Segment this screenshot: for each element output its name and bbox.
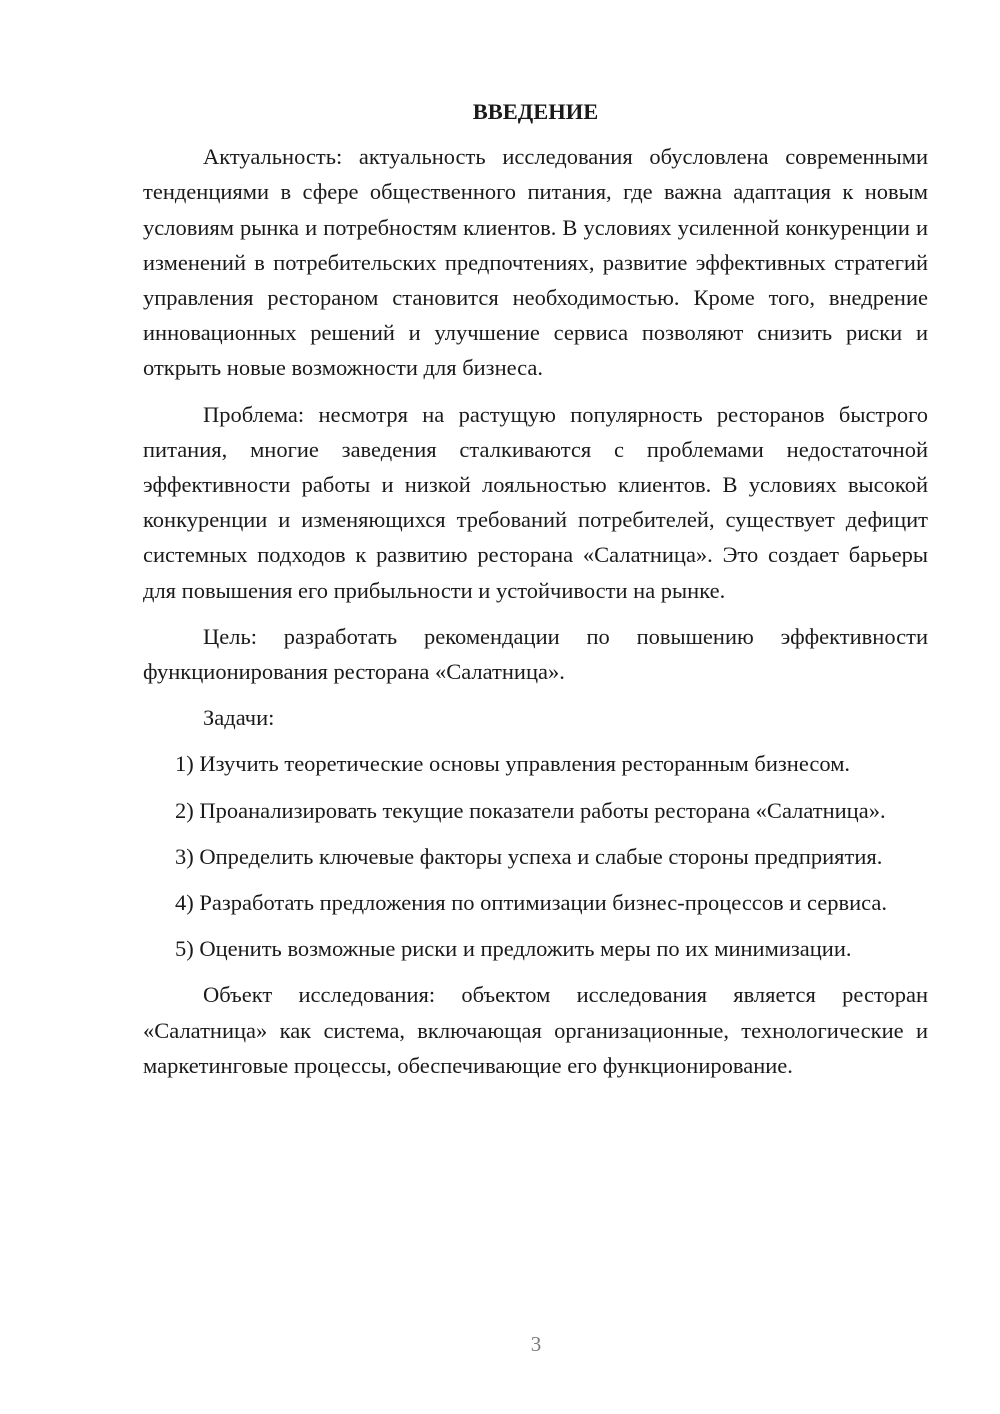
paragraph-problem: Проблема: несмотря на растущую популярность ресторанов быстрого питания, многие заведения сталкиваются с проблемами недостаточной эффективности работы и низкой лояльностью клиентов. В условиях высокой конкуренции и изменяющихся требований потребителей, существует дефицит системных подходов к развитию ресторана «Салатница». Это создает барьеры для повышения его прибыльности и устойчивости на рынке. xyxy=(143,401,928,603)
paragraph-object: Объект исследования: объектом исследования является ресторан «Салатница» как система, включающая организационные, технологические и маркетинговые процессы, обеспечивающие его функционирование. xyxy=(143,982,928,1078)
document-page xyxy=(143,94,928,1094)
task-item-5: 5) Оценить возможные риски и предложить меры по их минимизации. xyxy=(175,936,852,962)
task-item-2: 2) Проанализировать текущие показатели работы ресторана «Салатница». xyxy=(175,797,886,823)
tasks-heading: Задачи: xyxy=(203,705,275,731)
task-item-1: 1) Изучить теоретические основы управления ресторанным бизнесом. xyxy=(175,751,851,777)
section-title: ВВЕДЕНИЕ xyxy=(472,99,599,124)
paragraph-goal: Цель: разработать рекомендации по повышению эффективности функционирования ресторана «Салатница». xyxy=(143,623,928,685)
task-item-4: 4) Разработать предложения по оптимизации бизнес-процессов и сервиса. xyxy=(175,890,887,916)
task-item-3: 3) Определить ключевые факторы успеха и слабые стороны предприятия. xyxy=(175,843,883,869)
page-number: 3 xyxy=(530,1332,542,1356)
paragraph-relevance: Актуальность: актуальность исследования обусловлена современными тенденциями в сфере общественного питания, где важна адаптация к новым условиям рынка и потребностям клиентов. В условиях усиленной конкуренции и изменений в потребительских предпочтениях, развитие эффективных стратегий управления рестораном становится необходимостью. Кроме того, внедрение инновационных решений и улучшение сервиса позволяют снизить риски и открыть новые возможности для бизнеса. xyxy=(143,144,928,381)
